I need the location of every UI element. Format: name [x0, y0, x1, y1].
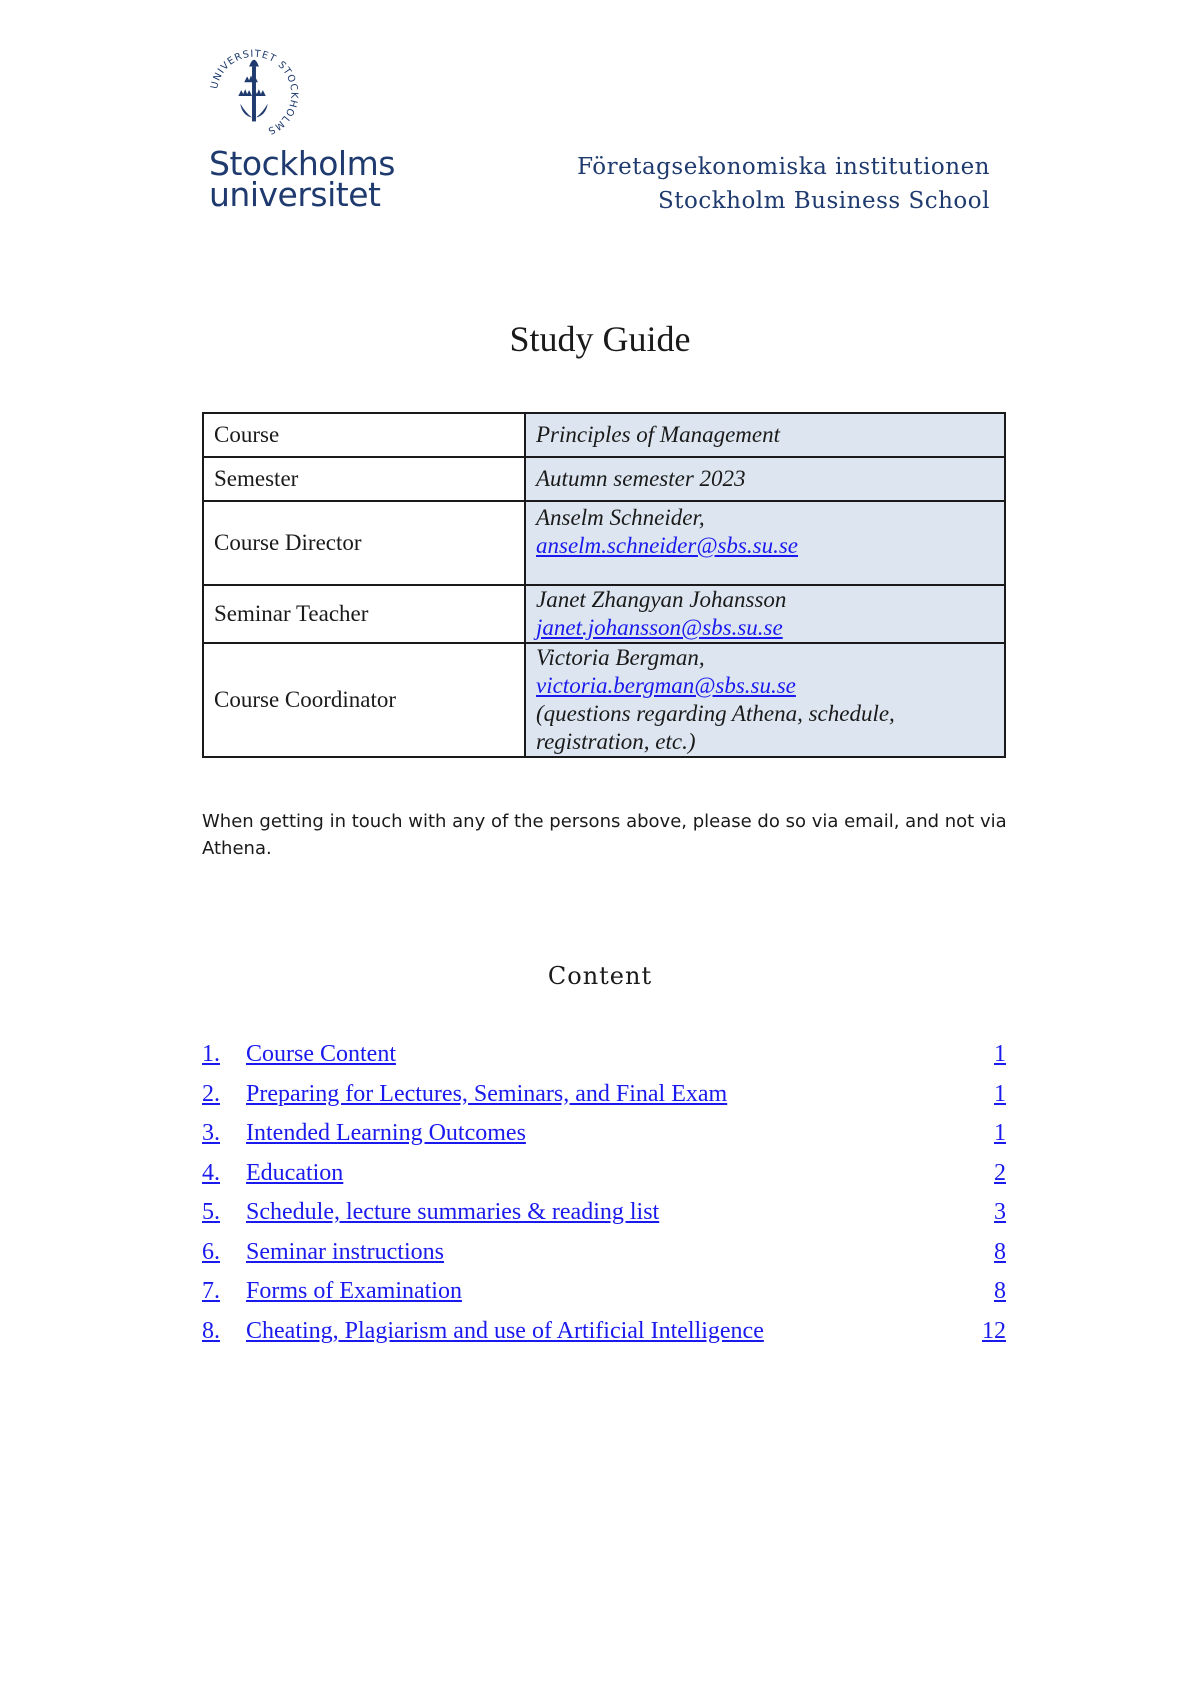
table-row: [203, 457, 1005, 501]
toc-number: 1.: [202, 1041, 220, 1067]
toc-link[interactable]: Intended Learning Outcomes: [246, 1120, 526, 1146]
contact-name: Janet Zhangyan Johansson: [536, 587, 787, 612]
toc-page-number[interactable]: 3: [994, 1199, 1006, 1225]
toc-item[interactable]: [202, 1154, 1006, 1194]
toc-link[interactable]: Cheating, Plagiarism and use of Artificial Intelligence: [246, 1317, 764, 1344]
email-link[interactable]: janet.johansson@sbs.su.se: [536, 615, 783, 640]
row-value: [525, 501, 1005, 585]
course-info-table: [202, 412, 1006, 758]
toc-link[interactable]: Seminar instructions: [246, 1238, 444, 1265]
row-value: [525, 643, 1005, 757]
logo-name-line2: universitet: [209, 175, 381, 214]
toc-link[interactable]: Course Content: [246, 1041, 396, 1067]
contact-note: (questions regarding Athena, schedule, registration, etc.): [536, 701, 895, 754]
seal-text: UNIVERSITET STOCKHOLMS: [209, 48, 300, 137]
toc-item[interactable]: [202, 1035, 1006, 1075]
toc-number: 5.: [202, 1199, 220, 1225]
department-name: Företagsekonomiska institutionen: [577, 154, 990, 180]
row-label: Course Coordinator: [203, 643, 525, 757]
toc-link[interactable]: Forms of Examination: [246, 1278, 462, 1304]
toc-page-number[interactable]: 8: [994, 1278, 1006, 1304]
toc-link[interactable]: Schedule, lecture summaries & reading list: [246, 1199, 660, 1225]
table-row: [203, 585, 1005, 643]
contact-instruction: When getting in touch with any of the persons above, please do so via email, and not via Athena.: [202, 811, 1007, 859]
table-of-contents: [202, 1035, 1006, 1351]
toc-page-number[interactable]: 8: [994, 1238, 1006, 1265]
table-row: [203, 643, 1005, 757]
university-seal-icon: [205, 45, 303, 143]
toc-page-number[interactable]: 1: [994, 1041, 1006, 1067]
contact-name: Anselm Schneider,: [536, 505, 705, 530]
toc-number: 8.: [202, 1317, 220, 1344]
logo-name-line1: Stockholms: [209, 144, 395, 183]
toc-item[interactable]: [202, 1272, 1006, 1312]
table-row: [203, 501, 1005, 585]
email-link[interactable]: victoria.bergman@sbs.su.se: [536, 673, 796, 698]
toc-page-number[interactable]: 1: [994, 1080, 1006, 1107]
page-title: Study Guide: [509, 319, 691, 359]
row-value: Principles of Management: [525, 413, 1005, 457]
toc-page-number[interactable]: 1: [994, 1120, 1006, 1146]
toc-item[interactable]: [202, 1312, 1006, 1352]
toc-link[interactable]: Education: [246, 1159, 344, 1186]
department-block: [577, 150, 990, 218]
toc-page-number[interactable]: 2: [994, 1159, 1006, 1186]
contents-heading: Content: [547, 962, 653, 990]
school-name: Stockholm Business School: [657, 188, 990, 214]
table-row: [203, 413, 1005, 457]
toc-number: 7.: [202, 1278, 220, 1304]
toc-item[interactable]: [202, 1075, 1006, 1115]
toc-link[interactable]: Preparing for Lectures, Seminars, and Final Exam: [246, 1080, 728, 1107]
row-label: Seminar Teacher: [203, 585, 525, 643]
row-label: Course: [203, 413, 525, 457]
row-value: [525, 585, 1005, 643]
toc-item[interactable]: [202, 1193, 1006, 1233]
row-value: Autumn semester 2023: [525, 457, 1005, 501]
contact-name: Victoria Bergman,: [536, 645, 705, 670]
toc-item[interactable]: [202, 1233, 1006, 1273]
toc-page-number[interactable]: 12: [982, 1317, 1006, 1344]
row-label: Semester: [203, 457, 525, 501]
toc-number: 6.: [202, 1238, 220, 1265]
row-label: Course Director: [203, 501, 525, 585]
toc-number: 3.: [202, 1120, 220, 1146]
toc-item[interactable]: [202, 1114, 1006, 1154]
email-link[interactable]: anselm.schneider@sbs.su.se: [536, 533, 798, 558]
toc-number: 2.: [202, 1080, 220, 1107]
toc-number: 4.: [202, 1159, 220, 1186]
